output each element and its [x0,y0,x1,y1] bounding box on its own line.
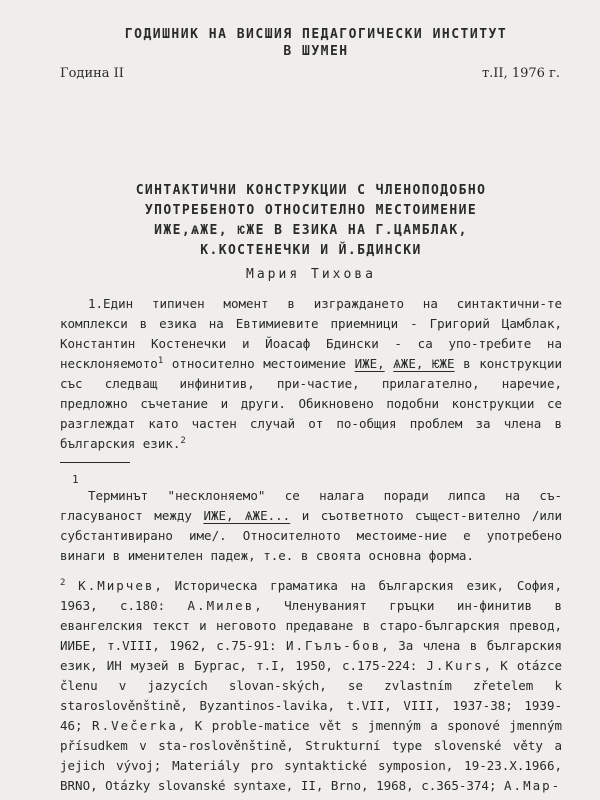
article-title-line1: СИНТАКТИЧНИ КОНСТРУКЦИИ С ЧЛЕНОПОДОБНО [135,183,487,198]
footnote-1-pronouns: ИЖЕ, ѦЖЕ... [203,508,291,523]
footnote-1-text-a: Терминът "несклоняемо" се налага поради липса на съ-гласуваност между [60,488,562,523]
author-mirchev: К.Мирчев [78,578,155,593]
author-name: Мария Тихова [246,267,376,282]
footnote-2-text-3: , За члена в българския език, ИН музей в Бургас, т.I, 1950, с.175-224: [60,638,563,673]
author-galabov: И.Гълъ-бов [285,638,382,653]
paragraph-1 [60,294,562,454]
footnote-ref-2: 2 [180,435,186,446]
article-title-line2: УПОТРЕБЕНОТО ОТНОСИТЕЛНО МЕСТОИМЕНИЕ [144,203,478,218]
year-label: Година II [60,66,124,81]
footnote-divider [60,462,130,463]
journal-title-line2: В ШУМЕН [283,44,349,59]
footnote-1 [60,486,562,566]
article-title [60,181,562,261]
article-title-line3: ИЖЕ,ѦЖЕ, ѤЖЕ В ЕЗИКА НА Г.ЦАМБЛАК, [154,223,468,238]
paragraph-1-text-c: в конструкции със следващ инфинитив, при-частие, прилагателно, наречие, предложно съчетание и други. Обикновено подобни конструкции се разглеждат като частен случай от по-общия проблем за члена в българския език. [60,356,562,451]
footnote-2-text-4: , K otázce členu v jazycích slovan-ských, se zvlastním zřetelem k staroslověnštině, Byzantinos-lavika, t.VII, VIII, 1937-38; 1939-46; [60,658,562,733]
pronoun-ize: ИЖЕ, [354,356,385,371]
author-kurs: J.Kurs [426,658,484,673]
volume-label: т.II, 1976 г. [481,66,560,81]
paragraph-1-text-b: относително местоимение [163,356,355,371]
footnote-2-text-1: , Историческа граматика на българския език, София, 1963, с.180: [60,578,562,613]
issue-info-row [60,66,562,81]
footnote-1-mark: 1 [72,473,79,486]
author-vecerka: R.Večerka [92,718,178,733]
author-milev: А.Милев [187,598,255,613]
footnote-1-text-b: и съответното същест-вително /или субстантивирано име/. Относителното местоиме-ние е употребено винаги в именителен падеж, т.е. в своята основна форма. [60,508,562,563]
author-mar: А.Мар- [504,778,562,793]
footnote-2-text-5: , K proble-matice vět s jmenným a sponové jmenným přísudkem v sta-roslověnštině, Strukturní type slovenské věty a jejich vývoj; Materiály pro syntaktické symposion, 19-23.X.1966, BRNO, Otázky slovanské syntaxe, II, Brno, 1968, с.365-374; [60,718,562,793]
pronoun-yaze-yeze: ѦЖЕ, ѤЖЕ [393,356,455,371]
journal-title-line1: ГОДИШНИК НА ВИСШИЯ ПЕДАГОГИЧЕСКИ ИНСТИТУТ [124,27,508,42]
footnote-2-mark: 2 [60,577,66,588]
paragraph-1-text-a: 1.Един типичен момент в изграждането на синтактични-те комплекси в езика на Евтимиевите приемници - Григорий Цамблак, Константин Костенечки и Йоасаф Бдински - са упо-требите на несклоняемото [60,296,562,371]
footnote-ref-1: 1 [157,355,164,366]
article-title-line4: К.КОСТЕНЕЧКИ И Й.БДИНСКИ [200,243,422,258]
footnote-2-text-2: , Членуваният гръцки ин-финитив в евангелския текст и неговото предаване в старо-българския превод, ИИБЕ, т.VIII, 1962, с.75-91: [60,598,562,653]
journal-title [70,26,562,60]
footnote-2 [60,576,562,796]
